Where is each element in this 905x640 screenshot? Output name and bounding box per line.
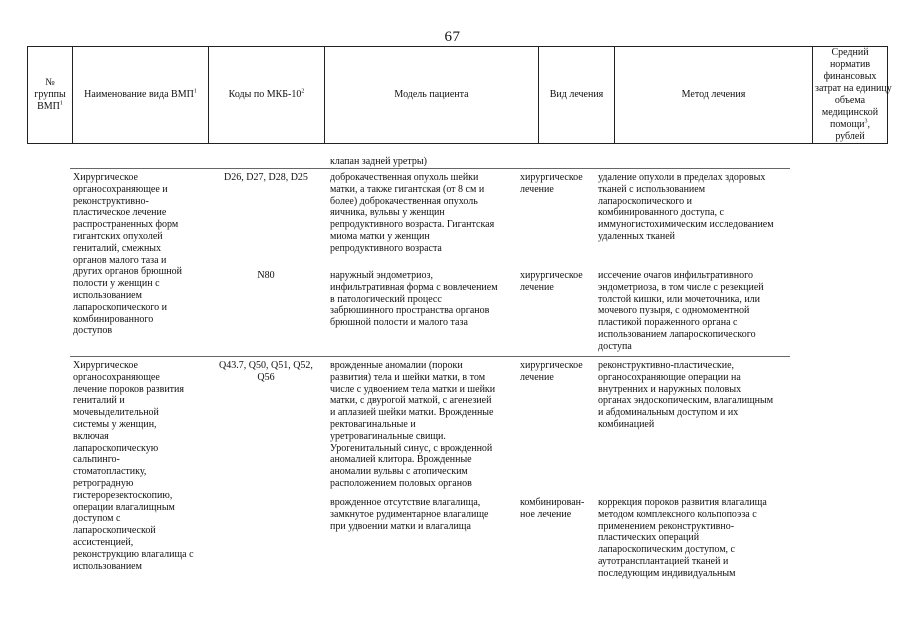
header-treatment-method [615, 47, 813, 144]
footnote-mark: 2 [301, 88, 305, 95]
group2-codes: Q43.7, Q50, Q51, Q52, Q56 [219, 360, 313, 383]
group1-sub2-treatment: хирургическое лечение [520, 270, 583, 293]
page-number: 67 [444, 29, 461, 45]
header-vmp-name-text: Наименование вида ВМП [84, 89, 194, 100]
group2-sub2-treatment: комбинирован- ное лечение [520, 497, 585, 520]
group1-sub1-model: доброкачественная опухоль шейки матки, а также гигантская (от 8 см и более) доброкачественная опухоль яичника, вульвы у женщин репродуктивного возраста. Гигантская миома матки у женщин репродуктивного возраста [330, 172, 495, 254]
group1-sub1-method: удаление опухоли в пределах здоровых тканей с использованием лапароскопического и комбинированного доступа, с иммуногистохимическим исследованием удаленных тканей [598, 172, 774, 242]
header-treatment-type [539, 47, 615, 144]
row-divider [70, 168, 790, 169]
header-icd-codes [209, 47, 325, 144]
row-divider [70, 356, 790, 357]
header-group-number [28, 47, 73, 144]
header-icd-codes-text: Коды по МКБ-10 [228, 89, 302, 100]
group2-sub1-method: реконструктивно-пластические, органосохраняющие операции на внутренних и наружных половых органах эндоскопическим, влагалищным и абдоминальным доступом и их комбинацией [598, 360, 774, 430]
header-cost-norm-text: Средний норматив финансовых затрат на единицу объема медицинской помощи [815, 47, 892, 130]
header-group-number-text: № группы ВМП [34, 77, 66, 112]
group2-sub1-treatment: хирургическое лечение [520, 360, 583, 383]
group1-sub1-treatment: хирургическое лечение [520, 172, 583, 195]
footnote-mark: 1 [59, 100, 63, 107]
group2-sub2-model: врожденное отсутствие влагалища, замкнутое рудиментарное влагалище при удвоении матки и влагалища [330, 497, 489, 532]
header-cost-norm [813, 47, 892, 144]
table-header [27, 46, 892, 144]
header-treatment-type-text: Вид лечения [549, 89, 604, 100]
group1-sub2-method: иссечение очагов инфильтративного эндометриоза, в том числе с резекцией толстой кишки, или мочеточника, или мочевого пузыря, с одномоментной пластикой пораженного органа с использованием лапароскопического доступа [598, 270, 764, 352]
header-patient-model-text: Модель пациента [394, 89, 469, 100]
header-cost-norm-suffix: , рублей [835, 119, 871, 142]
footnote-mark: 3 [864, 118, 868, 125]
group1-sub2-codes: N80 [257, 270, 275, 281]
group2-vmp-name: Хирургическое органосохраняющее лечение пороков развития гениталий и мочевыделительной системы у женщин, включая лапароскопическую сальпинго- стоматопластику, ретроградную гистерорезектоскопию, операции влагалищным доступом с лапароскопической ассистенцией, реконструкцию влагалища с использованием [73, 360, 194, 572]
continued-model-text: клапан задней уретры) [330, 156, 427, 167]
footnote-mark: 1 [193, 88, 197, 95]
group2-sub1-model: врожденные аномалии (пороки развития) тела и шейки матки, в том числе с удвоением тела матки и шейки матки, с двурогой маткой, с агенезией и аплазией шейки матки. Врожденные ректовагинальные и уретровагинальные свищи. Урогенитальный синус, с врожденной аномалией клитора. Врожденные аномалии вульвы с атопическим расположением половых органов [330, 360, 496, 489]
header-patient-model [325, 47, 539, 144]
header-vmp-name [73, 47, 209, 144]
group2-sub2-method: коррекция пороков развития влагалища методом комплексного кольпопоэза с применением реконструктивно- пластических операций лапароскопическим доступом, с аутотрансплантацией тканей и последующим индивидуальным [598, 497, 767, 579]
group1-sub1-codes: D26, D27, D28, D25 [224, 172, 308, 183]
group1-vmp-name: Хирургическое органосохраняющее и реконструктивно- пластическое лечение распространенных форм гигантских опухолей гениталий, смежных органов малого таза и других органов брюшной полости у женщин с использованием лапароскопического и комбинированного доступов [73, 172, 182, 337]
header-treatment-method-text: Метод лечения [681, 89, 746, 100]
group1-sub2-model: наружный эндометриоз, инфильтративная форма с вовлечением в патологический процесс забрюшинного пространства органов брюшной полости и малого таза [330, 270, 498, 329]
